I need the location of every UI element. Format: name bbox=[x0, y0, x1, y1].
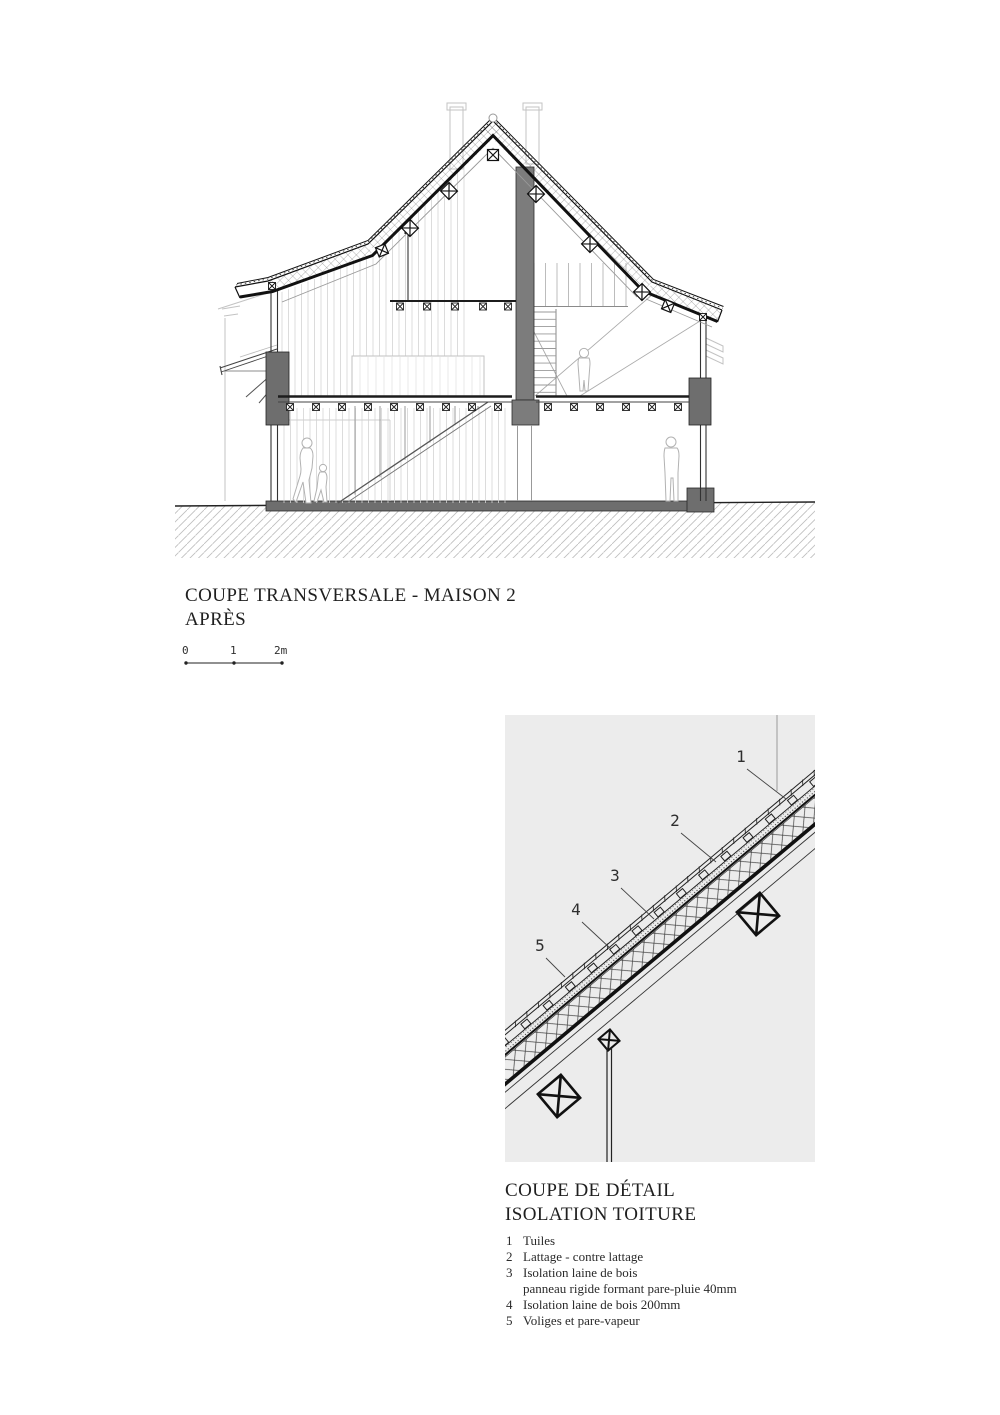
legend-item-2: Lattage - contre lattage bbox=[523, 1249, 644, 1264]
scale-label-1: 1 bbox=[230, 644, 237, 657]
neighbor-cornice bbox=[222, 306, 240, 316]
left-wall-poche bbox=[266, 352, 289, 425]
legend-num-3: 3 bbox=[506, 1265, 513, 1280]
callout-4: 4 bbox=[571, 900, 581, 919]
right-attic-structure bbox=[530, 263, 700, 396]
human-figures bbox=[293, 348, 679, 503]
ridge-finial bbox=[489, 114, 497, 122]
mezzanine-guardrail bbox=[352, 356, 484, 397]
scale-tick-2 bbox=[280, 661, 283, 664]
scale-label-2m: 2m bbox=[274, 644, 288, 657]
roof-insulation-right-steep bbox=[484, 121, 652, 291]
attic-ladder bbox=[531, 312, 556, 392]
background-chimney-right bbox=[526, 107, 539, 164]
detail-title-line1: COUPE DE DÉTAIL bbox=[505, 1180, 676, 1201]
detail-legend bbox=[506, 1233, 737, 1328]
callout-2: 2 bbox=[670, 811, 680, 830]
right-louver-shapes bbox=[706, 338, 723, 364]
tie-joist-symbols bbox=[397, 303, 512, 310]
legend-num-2: 2 bbox=[506, 1249, 513, 1264]
legend-item-3-line2: panneau rigide formant pare-pluie 40mm bbox=[523, 1281, 737, 1296]
figure-child-walking bbox=[314, 464, 327, 502]
main-subtitle: APRÈS bbox=[185, 609, 247, 630]
roof-insulation-left-steep bbox=[368, 121, 502, 253]
main-title: COUPE TRANSVERSALE - MAISON 2 bbox=[185, 585, 517, 606]
callout-1: 1 bbox=[736, 747, 746, 766]
figure-adult-walking bbox=[293, 438, 313, 503]
scale-tick-0 bbox=[184, 661, 187, 664]
legend-item-1: Tuiles bbox=[523, 1233, 556, 1248]
legend-item-4: Isolation laine de bois 200mm bbox=[523, 1297, 681, 1312]
stair-balusters bbox=[534, 263, 626, 306]
chimney-base-lines bbox=[518, 425, 532, 501]
detail-title-line2: ISOLATION TOITURE bbox=[505, 1204, 697, 1225]
legend-num-1: 1 bbox=[506, 1233, 513, 1248]
scale-tick-1 bbox=[232, 661, 235, 664]
attic-collar-tie bbox=[390, 228, 516, 310]
legend-item-5: Voliges et pare-vapeur bbox=[523, 1313, 640, 1328]
figure-standing-ground bbox=[664, 437, 679, 501]
walls bbox=[266, 167, 711, 501]
stair-stringer bbox=[338, 402, 488, 503]
right-wall-poche bbox=[689, 378, 711, 425]
roof-insulation-left-shallow bbox=[268, 244, 373, 293]
detail-panel bbox=[443, 715, 865, 1162]
legend-num-4: 4 bbox=[506, 1297, 513, 1312]
chimney-section bbox=[516, 167, 534, 400]
ground-floor-stair bbox=[338, 402, 491, 504]
scale-bar bbox=[182, 644, 288, 665]
callout-5: 5 bbox=[535, 936, 545, 955]
main-section-drawing bbox=[175, 103, 815, 558]
detail-title-block bbox=[505, 1179, 696, 1225]
figure-standing-attic bbox=[578, 348, 590, 391]
floor-slab bbox=[266, 501, 702, 511]
main-title-block bbox=[182, 585, 516, 665]
callout-3: 3 bbox=[610, 866, 620, 885]
scale-label-0: 0 bbox=[182, 644, 189, 657]
floors bbox=[278, 397, 689, 411]
legend-item-3: Isolation laine de bois bbox=[523, 1265, 638, 1280]
chimney-foot bbox=[512, 400, 539, 425]
legend-num-5: 5 bbox=[506, 1313, 513, 1328]
